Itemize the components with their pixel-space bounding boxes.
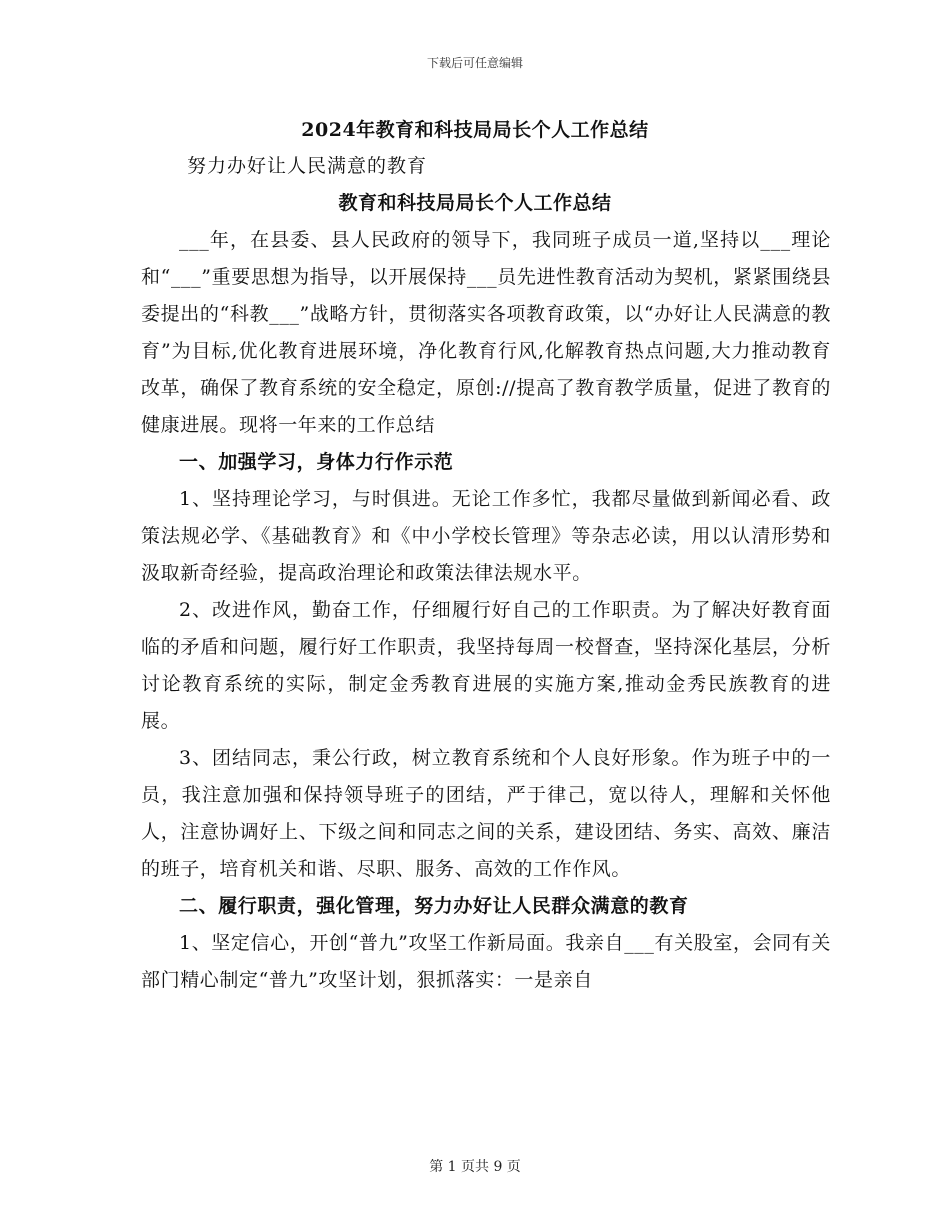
document-title: 2024年教育和科技局局长个人工作总结 (301, 119, 649, 141)
paragraph-4: 1、坚定信心，开创“普九”攻坚工作新局面。我亲自___有关股室，会同有关部门精心制定“普九”攻坚计划，狠抓落实：一是亲自 (141, 932, 831, 991)
paragraph-2: 2、改进作风，勤奋工作，仔细履行好自己的工作职责。为了解决好教育面临的矛盾和问题，履行好工作职责，我坚持每周一校督查，坚持深化基层，分析讨论教育系统的实际，制定金秀教育进展的实施方案,推动金秀民族教育的进展。 (141, 599, 831, 732)
paragraph-1: 1、坚持理论学习，与时俱进。无论工作多忙，我都尽量做到新闻必看、政策法规必学、《基础教育》和《中小学校长管理》等杂志必读，用以认清形势和汲取新奇经验，提高政治理论和政策法律法规水平。 (141, 488, 831, 584)
page-footer: 第 1 页共 9 页 (429, 1159, 521, 1175)
intro-paragraph: ___年，在县委、县人民政府的领导下，我同班子成员一道,坚持以___理论和“___”重要思想为指导，以开展保持___员先进性教育活动为契机，紧紧围绕县委提出的“科教___”战略方针，贯彻落实各项教育政策，以“办好让人民满意的教育”为目标,优化教育进展环境，净化教育行风,化解教育热点问题,大力推动教育改革，确保了教育系统的安全稳定，原创://提高了教育教学质量，促进了教育的健康进展。现将一年来的工作总结 (141, 229, 831, 436)
header-note: 下载后可任意编辑 (426, 56, 523, 70)
section-title: 教育和科技局局长个人工作总结 (338, 192, 612, 214)
section-heading-1: 一、加强学习，身体力行作示范 (179, 451, 454, 473)
paragraph-3: 3、团结同志，秉公行政，树立教育系统和个人良好形象。作为班子中的一员，我注意加强和保持领导班子的团结，严于律己，宽以待人，理解和关怀他人，注意协调好上、下级之间和同志之间的关系，建设团结、务实、高效、廉洁的班子，培育机关和谐、尽职、服务、高效的工作作风。 (141, 747, 831, 880)
document-subtitle: 努力办好让人民满意的教育 (187, 155, 428, 177)
document-body (141, 222, 831, 999)
section-heading-2: 二、履行职责，强化管理，努力办好让人民群众满意的教育 (179, 895, 689, 917)
